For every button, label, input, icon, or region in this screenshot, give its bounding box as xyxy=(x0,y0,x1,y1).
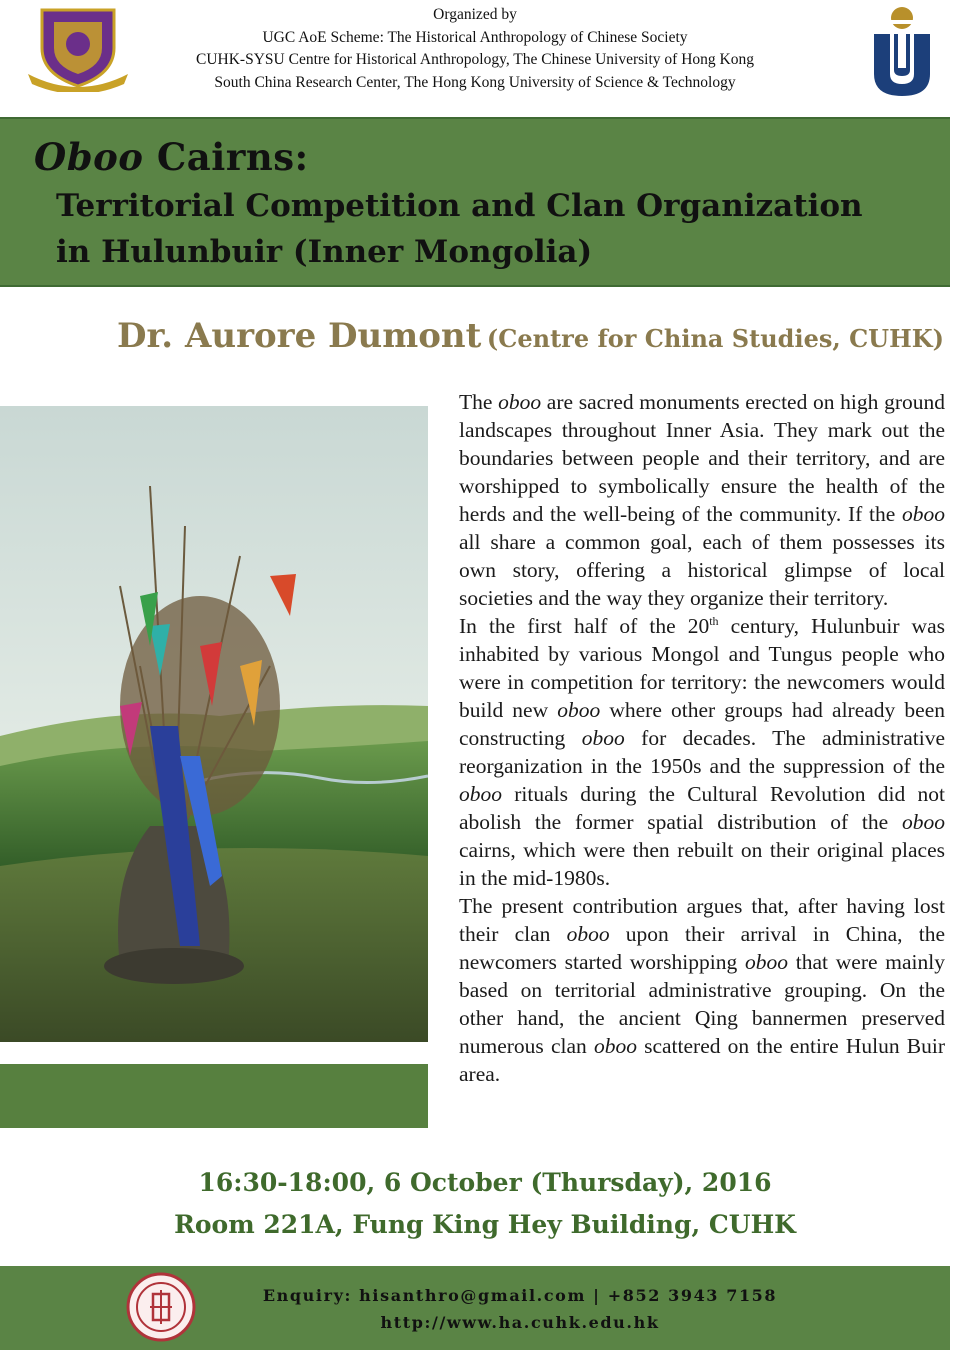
ordinal-suffix: th xyxy=(709,613,719,628)
organizer-line: UGC AoE Scheme: The Historical Anthropology of Chinese Society xyxy=(262,28,688,46)
oboo-term: oboo xyxy=(902,810,945,834)
abstract-paragraph-2 xyxy=(459,612,945,892)
subtitle-line-1: Territorial Competition and Clan Organization xyxy=(56,188,863,224)
title-main-rest: Cairns: xyxy=(143,135,309,179)
text-run: are sacred monuments erected on high ground landscapes throughout Inner Asia. They mark out the boundaries between people and their territory, and are worshipped to symbolically ensure the health of the herds and the well-being of the community. If the xyxy=(459,390,945,526)
speaker xyxy=(117,316,944,356)
speaker-name: Dr. Aurore Dumont xyxy=(117,316,482,356)
historical-anthropology-seal-icon xyxy=(126,1272,196,1342)
hkust-logo-icon xyxy=(868,4,936,100)
oboo-term: oboo xyxy=(459,782,502,806)
text-run: scattered on the entire Hulun Buir area. xyxy=(459,1034,945,1086)
title-italic-word: Oboo xyxy=(34,135,144,179)
text-run: century, Hulunbuir was inhabited by various Mongol and Tungus people who were in competition for territory: the newcomers would build new xyxy=(459,614,945,722)
oboo-cairn-photo xyxy=(0,406,428,1042)
photo-accent-band xyxy=(0,1064,428,1128)
organized-by-label: Organized by xyxy=(433,6,517,23)
organizer-line: South China Research Center, The Hong Kong University of Science & Technology xyxy=(214,73,736,91)
oboo-term: oboo xyxy=(593,1034,637,1058)
text-run: that were mainly based on territorial administrative grouping. On the other hand, the ancient Qing bannermen preserved numerous clan xyxy=(459,950,945,1058)
text-run: for decades. The administrative reorganization in the 1950s and the suppression of the xyxy=(459,726,945,778)
oboo-term: oboo xyxy=(566,922,610,946)
abstract-paragraph-1 xyxy=(459,388,945,612)
organizer-line: CUHK-SYSU Centre for Historical Anthropology, The Chinese University of Hong Kong xyxy=(196,51,754,68)
oboo-term: oboo xyxy=(581,726,625,750)
text-run: upon their arrival in China, the newcomers started worshipping xyxy=(459,922,945,974)
website-link[interactable]: http://www.ha.cuhk.edu.hk xyxy=(380,1313,660,1332)
text-run: where other groups had already been constructing xyxy=(459,698,945,750)
oboo-term: oboo xyxy=(498,390,542,414)
page-subtitle xyxy=(56,183,863,275)
text-run: all share a common goal, each of them possesses its own story, offering a historical glimpse of local societies and the way they organize their territory. xyxy=(459,530,945,610)
organizers xyxy=(150,4,800,94)
enquiry-contact: Enquiry: hisanthro@gmail.com | +852 3943 7158 xyxy=(262,1286,778,1305)
text-run: rituals during the Cultural Revolution did not abolish the former spatial distribution of the xyxy=(459,782,945,834)
text-run: In the first half of the 20 xyxy=(459,614,710,638)
oboo-term: oboo xyxy=(557,698,601,722)
title-banner xyxy=(0,117,950,287)
oboo-term: oboo xyxy=(745,950,788,974)
event-time: 16:30-18:00, 6 October (Thursday), 2016 xyxy=(198,1168,772,1197)
event-venue: Room 221A, Fung King Hey Building, CUHK xyxy=(174,1210,796,1239)
cuhk-crest-icon xyxy=(24,4,132,92)
subtitle-line-2: in Hulunbuir (Inner Mongolia) xyxy=(56,234,593,270)
speaker-affiliation: (Centre for China Studies, CUHK) xyxy=(486,324,944,353)
text-run: The xyxy=(459,390,499,414)
oboo-term: oboo xyxy=(902,502,945,526)
abstract xyxy=(459,388,945,1088)
abstract-paragraph-3 xyxy=(459,892,945,1088)
text-run: The present contribution argues that, after having lost their clan xyxy=(459,894,945,946)
page-title xyxy=(34,135,309,179)
text-run: cairns, which were then rebuilt on their original places in the mid-1980s. xyxy=(459,838,945,890)
